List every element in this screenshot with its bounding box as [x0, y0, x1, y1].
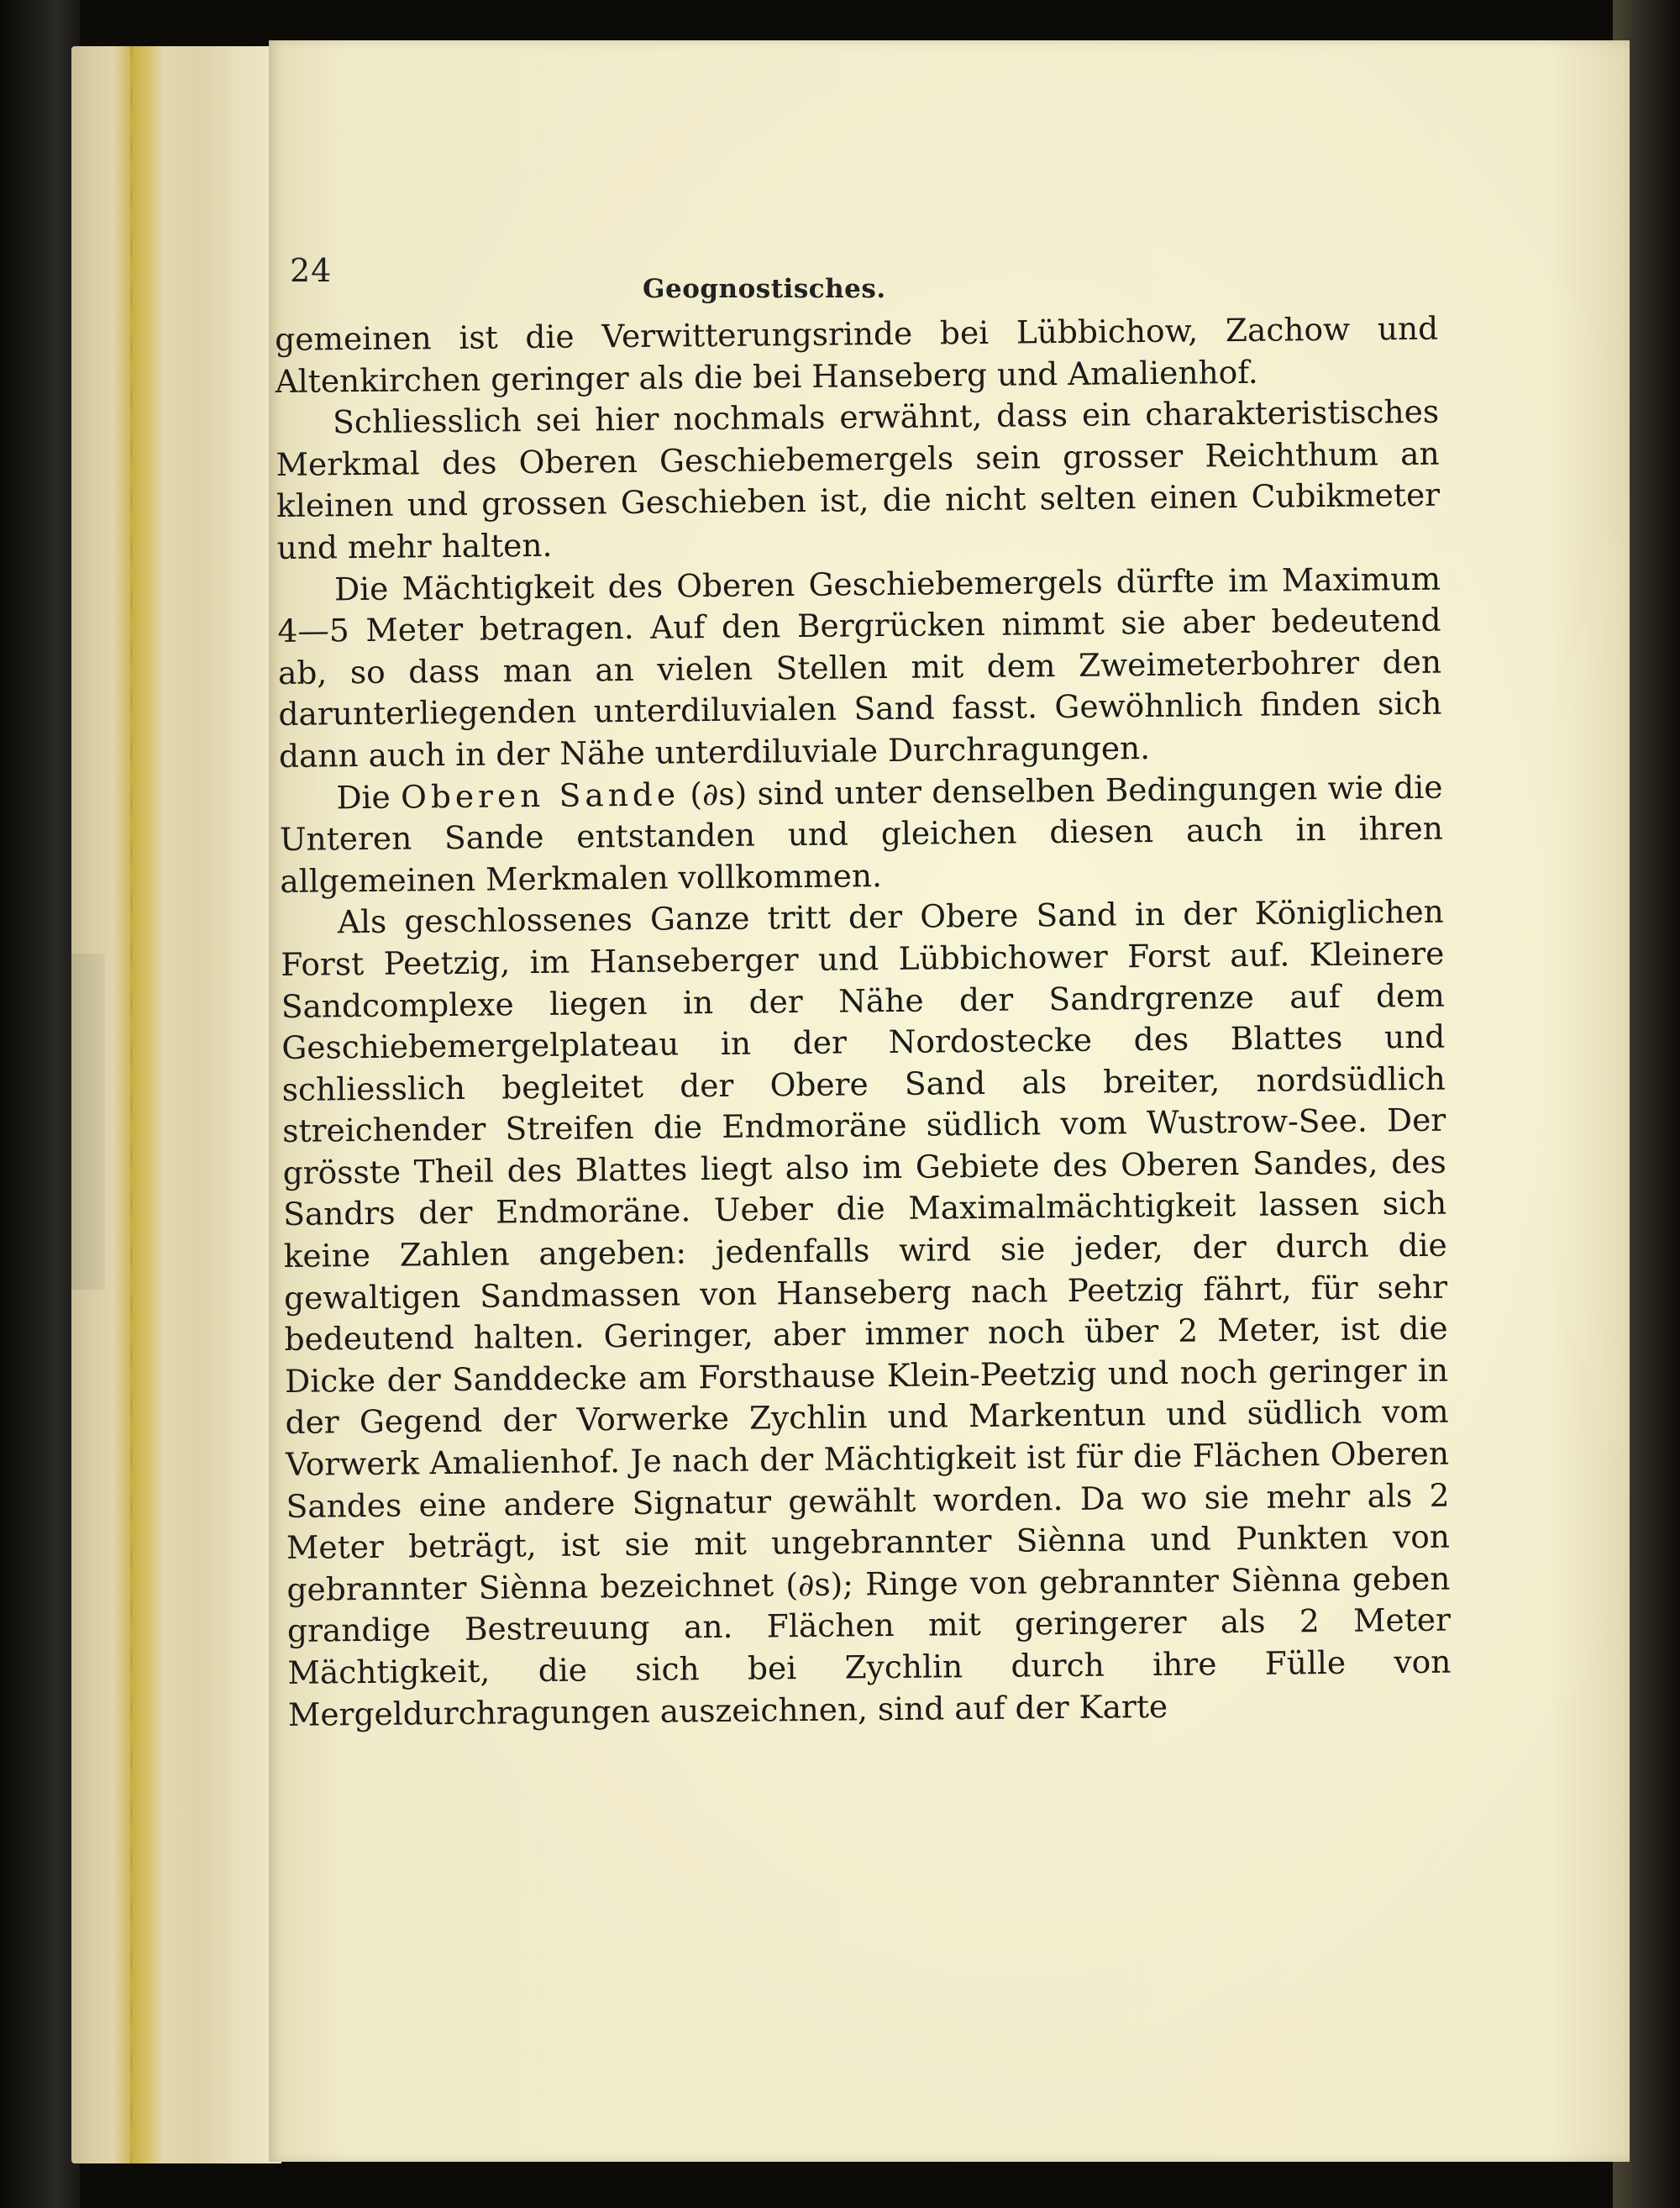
paragraph-3: Die Mächtigkeit des Oberen Geschiebemergels dürfte im Maximum 4—5 Meter betragen. Auf den Bergrücken nimmt sie aber bedeutend ab, so dass man an vielen Stellen mit dem Zweimeterbohrer den darunterliegenden unterdiluvialen Sand fasst. Gewöhnlich finden sich dann auch in der Nähe unterdiluviale Durchragungen.: [277, 560, 1442, 775]
paragraph-4: [279, 766, 1443, 902]
running-head: Geognostisches.: [643, 274, 886, 304]
paragraph-4-rest: (∂s) sind unter denselben Bedingungen wie die Unteren Sande entstanden und gleichen diesen auch in ihren allgemeinen Merkmalen vollkommen.: [279, 768, 1444, 900]
paragraph-2: Schliesslich sei hier nochmals erwähnt, dass ein charakteristisches Merkmal des Oberen Geschiebemergels sein grosser Reichthum an kleinen und grossen Geschieben ist, die nicht selten einen Cubikmeter und mehr halten.: [276, 392, 1441, 566]
paragraph-4-lead: Die: [336, 778, 391, 816]
body-text: [275, 308, 1452, 1736]
book-cover-left: [0, 0, 80, 2208]
paragraph-1: gemeinen ist die Verwitterungsrinde bei Lübbichow, Zachow und Altenkirchen geringer als die bei Hanseberg und Amalienhof.: [275, 309, 1439, 400]
page-edges: [71, 46, 281, 2163]
paragraph-4-spaced-term: Oberen Sande: [400, 775, 680, 816]
paragraph-5: Als geschlossenes Ganze tritt der Obere Sand in der Königlichen Forst Peetzig, im Hanseberger und Lübbichower Forst auf. Kleinere Sandcomplexe liegen in der Nähe der Sandrgrenze auf dem Geschiebemergelplateau in der Nordostecke des Blattes und schliesslich begleitet der Obere Sand als breiter, nordsüdlich streichender Streifen die Endmoräne südlich vom Wustrow-See. Der grösste Theil des Blattes liegt also im Gebiete des Oberen Sandes, des Sandrs der Endmoräne. Ueber die Maximalmächtigkeit lassen sich keine Zahlen angeben: jedenfalls wird sie jeder, der durch die gewaltigen Sandmassen von Hanseberg nach Peetzig fährt, für sehr bedeutend halten. Geringer, aber immer noch über 2 Meter, ist die Dicke der Sanddecke am Forsthause Klein-Peetzig und noch geringer in der Gegend der Vorwerke Zychlin und Markentun und südlich vom Vorwerk Amalienhof. Je nach der Mächtigkeit ist für die Flächen Oberen Sandes eine andere Signatur gewählt worden. Da wo sie mehr als 2 Meter beträgt, ist sie mit ungebrannter Siènna und Punkten von gebrannter Siènna bezeichnet (∂s); Ringe von gebrannter Siènna geben grandige Bestreuung an. Flächen mit geringerer als 2 Meter Mächtigkeit, die sich bei Zychlin durch ihre Fülle von Mergeldurchragungen auszeichnen, sind auf der Karte: [281, 892, 1452, 1733]
page-number: 24: [290, 252, 333, 289]
